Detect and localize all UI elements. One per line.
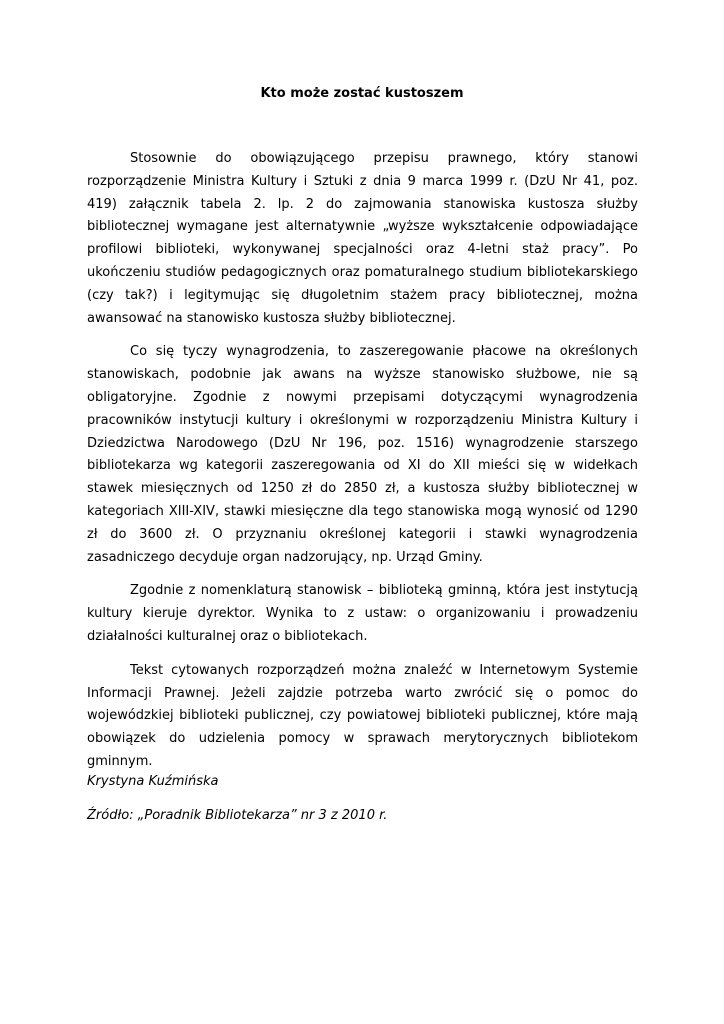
paragraph-1: Stosownie do obowiązującego przepisu prawnego, który stanowi rozporządzenie Ministra Kultury i Sztuki z dnia 9 marca 1999 r. (DzU Nr 41, poz. 419) załącznik tabela 2. lp. 2 do zajmowania stanowiska kustosza służby bibliotecznej wymagane jest alternatywnie „wyższe wykształcenie odpowiadające profilowi biblioteki, wykonywanej specjalności oraz 4-letni staż pracy”. Po ukończeniu studiów pedagogicznych oraz pomaturalnego studium bibliotekarskiego (czy tak?) i legitymując się długoletnim stażem pracy bibliotecznej, można awansować na stanowisko kustosza służby bibliotecznej. bbox=[87, 151, 638, 326]
author-name: Krystyna Kuźmińska bbox=[87, 774, 219, 789]
paragraph-4: Tekst cytowanych rozporządzeń można znaleźć w Internetowym Systemie Informacji Prawnej. Jeżeli zajdzie potrzeba warto zwrócić się o pomoc do wojewódzkiej biblioteki publicznej, czy powiatowej biblioteki publicznej, które mają obowiązek do udzielenia pomocy w sprawach merytorycznych bibliotekom gminnym. bbox=[87, 662, 638, 769]
paragraph-3: Zgodnie z nomenklaturą stanowisk – biblioteką gminną, która jest instytucją kultury kieruje dyrektor. Wynika to z ustaw: o organizowaniu i prowadzeniu działalności kulturalnej oraz o bibliotekach. bbox=[87, 583, 638, 644]
source-citation: Źródło: „Poradnik Bibliotekarza” nr 3 z 2010 r. bbox=[87, 808, 388, 823]
document-body bbox=[87, 148, 638, 785]
document-title: Kto może zostać kustoszem bbox=[260, 86, 464, 101]
paragraph-2: Co się tyczy wynagrodzenia, to zaszeregowanie płacowe na określonych stanowiskach, podobnie jak awans na wyższe stanowisko służbowe, nie są obligatoryjne. Zgodnie z nowymi przepisami dotyczącymi wynagrodzenia pracowników instytucji kultury i określonymi w rozporządzeniu Ministra Kultury i Dziedzictwa Narodowego (DzU Nr 196, poz. 1516) wynagrodzenie starszego bibliotekarza wg kategorii zaszeregowania od XI do XII mieści się w widełkach stawek miesięcznych od 1250 zł do 2850 zł, a kustosza służby bibliotecznej w kategoriach XIII-XIV, stawki miesięczne dla tego stanowiska mogą wynosić od 1290 zł do 3600 zł. O przyznaniu określonej kategorii i stawki wynagrodzenia zasadniczego decyduje organ nadzorujący, np. Urząd Gminy. bbox=[87, 344, 638, 565]
